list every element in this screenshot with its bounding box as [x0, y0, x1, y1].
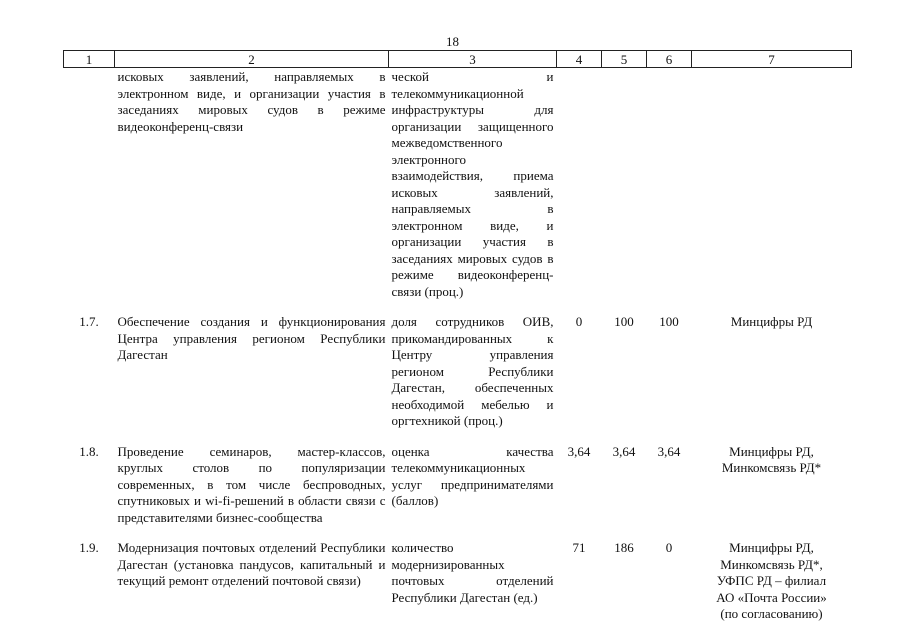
header-col-6: 6: [647, 51, 692, 68]
header-col-3: 3: [389, 51, 557, 68]
value-cell-5: 186: [614, 540, 634, 555]
value-cell-4: 0: [575, 314, 583, 329]
header-col-5: 5: [602, 51, 647, 68]
value-cell-6: 100: [659, 314, 679, 329]
header-col-1: 1: [64, 51, 115, 68]
row-number: [64, 68, 115, 301]
value-cell-4: 71: [572, 540, 586, 555]
measure-cell: исковых заявлений, направляемых в электронном виде, и организации участия в заседаниях мировых судов в режиме видеоконференц-связи: [117, 69, 386, 134]
value-cell-4: 3,64: [567, 443, 591, 459]
executor-line: (по согласованию): [720, 606, 823, 621]
measure-cell: Обеспечение создания и функционирования Центра управления регионом Республики Дагестан: [117, 314, 386, 362]
table-row-continuation: [64, 68, 852, 301]
page-number: 18: [446, 34, 459, 49]
executor-line: Минкомсвязь РД*: [721, 460, 822, 475]
executor-cell: [692, 430, 852, 527]
value-cell-4: [557, 68, 602, 301]
table-row: [64, 430, 852, 527]
table-body: [64, 68, 852, 623]
row-number: 1.9.: [79, 540, 99, 555]
indicator-cell: доля сотрудников ОИВ, прикомандированных к Центру управления регионом Республики Дагестан, обеспеченных необходимой мебелью и оргтехникой (проц.): [391, 314, 554, 428]
executor-line: УФПС РД – филиал: [716, 573, 827, 588]
indicator-cell: оценка качества телекоммуникационных услуг предпринимателями (баллов): [391, 443, 554, 508]
activities-table: [63, 50, 852, 623]
header-col-4: 4: [557, 51, 602, 68]
header-row: [64, 51, 852, 68]
value-cell-6: 0: [665, 540, 673, 555]
table-row: [64, 300, 852, 430]
executor-cell: [692, 526, 852, 623]
measure-cell: Проведение семинаров, мастер-классов, круглых столов по популяризации современных, в том числе беспроводных, спутниковых и wi-fi-решений в области связи с представителями бизнес-сообщества: [117, 443, 386, 525]
executor-line: Минцифры РД,: [729, 443, 814, 459]
executor-line: Минцифры РД: [730, 314, 813, 329]
header-col-7: 7: [692, 51, 852, 68]
measure-cell: Модернизация почтовых отделений Республики Дагестан (установка пандусов, капитальный и текущий ремонт отделений почтовой связи): [117, 540, 386, 588]
indicator-cell: ческой и телекоммуникационной инфраструктуры для организации защищенного межведомственного электронного взаимодействия, приема исковых заявлений, направляемых в электронном виде, и организации участия в заседаниях мировых судов в режиме видеоконференц-связи (проц.): [391, 69, 554, 299]
executor-line: Минцифры РД,: [729, 540, 814, 555]
row-number: 1.8.: [79, 443, 99, 459]
executor-cell: [692, 68, 852, 301]
value-cell-5: 3,64: [612, 443, 636, 459]
executor-cell: [692, 300, 852, 430]
header-col-2: 2: [115, 51, 389, 68]
row-number: 1.7.: [79, 314, 99, 329]
value-cell-6: [647, 68, 692, 301]
executor-line: Минкомсвязь РД*,: [720, 556, 823, 572]
value-cell-5: [602, 68, 647, 301]
value-cell-5: 100: [614, 314, 634, 329]
executor-line: АО «Почта России»: [716, 589, 827, 605]
value-cell-6: 3,64: [657, 443, 681, 459]
table-header: [64, 51, 852, 68]
indicator-cell: количество модернизированных почтовых отделений Республики Дагестан (ед.): [391, 540, 554, 605]
table-row: [64, 526, 852, 623]
